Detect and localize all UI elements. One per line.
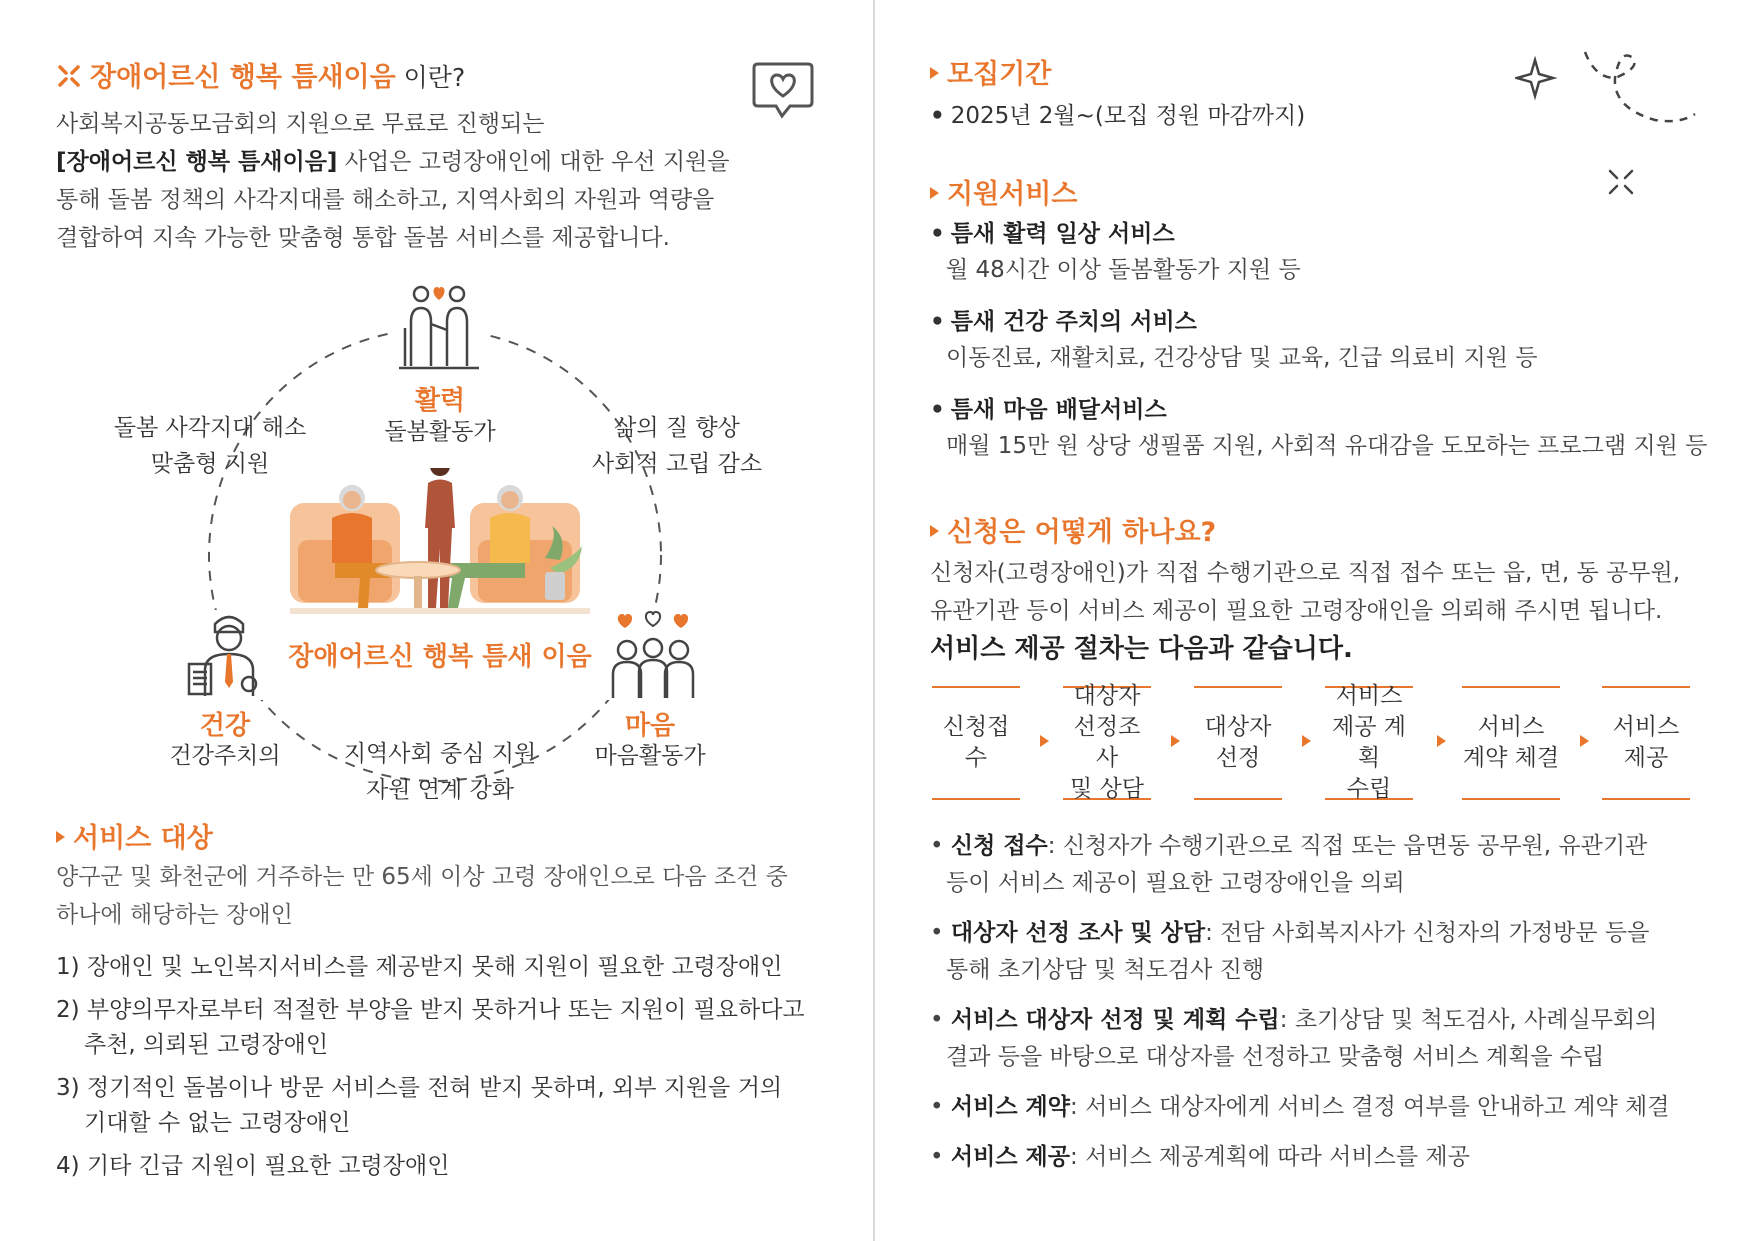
intro-line-1: 사회복지공동모금회의 지원으로 무료로 진행되는 (56, 111, 545, 137)
target-desc-line-2: 하나에 해당하는 장애인 (56, 902, 293, 928)
step-arrow-icon (1040, 735, 1049, 747)
apply-heading-text: 신청은 어떻게 하나요? (947, 517, 1217, 548)
procedure-steps (932, 683, 1692, 802)
diagram-bottom-left-label: 건강주치의 (169, 743, 281, 769)
service-title-2: 틈새 건강 주치의 서비스 (950, 309, 1197, 335)
step-4-line-2: 제공 계획 (1332, 714, 1406, 771)
service-desc-2: 이동진료, 재활치료, 건강상담 및 교육, 긴급 의료비 지원 등 (946, 345, 1538, 371)
detail-title-2: 대상자 선정 조사 및 상담 (950, 920, 1206, 946)
detail-desc-2b: 통해 초기상담 및 척도검사 진행 (946, 957, 1265, 983)
services-heading (930, 172, 1077, 211)
detail-sep-1: : (1047, 833, 1063, 859)
step-box (1194, 686, 1282, 800)
apply-heading (930, 510, 1216, 549)
detail-desc-5: 서비스 제공계획에 따라 서비스를 제공 (1085, 1144, 1470, 1170)
sparkle-mark-icon (56, 63, 82, 89)
step-box (1063, 683, 1151, 802)
detail-title-4: 서비스 계약 (950, 1094, 1070, 1120)
condition-3-line-1: 3) 정기적인 돌봄이나 방문 서비스를 전혀 받지 못하며, 외부 지원을 거의 (56, 1075, 783, 1101)
intro-line-2-rest: 사업은 고령장애인에 대한 우선 지원을 (337, 149, 730, 175)
target-heading-text: 서비스 대상 (73, 823, 213, 854)
procedure-detail-item: • 서비스 대상자 선정 및 계획 수립: 초기상담 및 척도검사, 사례실무회의 결과 등을 바탕으로 대상자를 선정하고 맞춤형 서비스 계획을 수립 (930, 1007, 1658, 1070)
upper-right-line-2: 사회적 고립 감소 (591, 451, 763, 477)
upper-right-line-1: 삶의 질 향상 (614, 415, 740, 441)
step-6-line-1: 서비스 (1612, 714, 1680, 740)
condition-2-line-2: 추천, 의뢰된 고령장애인 (84, 1032, 329, 1058)
upper-left-line-2: 맞춤형 지원 (150, 451, 270, 477)
triangle-bullet-icon (930, 67, 939, 79)
step-box (1602, 686, 1690, 800)
detail-title-5: 서비스 제공 (950, 1144, 1070, 1170)
step-box (1325, 683, 1413, 802)
step-2-line-2: 선정조사 (1073, 714, 1141, 771)
bottom-center-line-2: 자원 연계 강화 (366, 777, 514, 803)
diagram-center-label: 장애어르신 행복 틈새 이음 (288, 642, 592, 672)
intro-paragraph (56, 105, 756, 257)
triangle-bullet-icon (56, 831, 65, 843)
detail-sep-3: : (1279, 1007, 1295, 1033)
step-5-line-2: 계약 체결 (1462, 745, 1560, 771)
triangle-bullet-icon (930, 187, 939, 199)
recruit-period-text: 2025년 2월~(모집 정원 마감까지) (950, 103, 1306, 129)
step-box (1462, 686, 1560, 800)
condition-1: 1) 장애인 및 노인복지서비스를 제공받지 못해 지원이 필요한 고령장애인 (56, 954, 783, 980)
procedure-detail-item: • 서비스 제공: 서비스 제공계획에 따라 서비스를 제공 (930, 1144, 1470, 1170)
procedure-detail-item: • 신청 접수: 신청자가 수행기관으로 직접 또는 읍면동 공무원, 유관기관 등이 서비스 제공이 필요한 고령장애인을 의뢰 (930, 833, 1648, 896)
intro-line-2 (56, 143, 756, 181)
target-desc-line-1: 양구군 및 화천군에 거주하는 만 65세 이상 고령 장애인으로 다음 조건 중 (56, 864, 788, 890)
sparkle-dashed-path-icon (1515, 48, 1705, 138)
condition-item (56, 950, 826, 985)
apply-desc-line-2: 유관기관 등이 서비스 제공이 필요한 고령장애인을 의뢰해 주시면 됩니다. (930, 598, 1663, 624)
service-desc-1: 월 48시간 이상 돌봄활동가 지원 등 (946, 257, 1301, 283)
service-title-1: 틈새 활력 일상 서비스 (950, 221, 1175, 247)
step-arrow-icon (1171, 735, 1180, 747)
service-item: • 틈새 마음 배달서비스 매월 15만 원 상당 생필품 지원, 사회적 유대감을 도모하는 프로그램 지원 등 (930, 392, 1690, 464)
diagram-bottom-center (320, 736, 560, 808)
diagram-upper-left (100, 410, 320, 482)
step-box (932, 686, 1020, 800)
target-description (56, 858, 816, 934)
diagram-bottom-right-label: 마음활동가 (594, 743, 706, 769)
sparkle-small-icon (1607, 168, 1635, 196)
step-arrow-icon (1437, 735, 1446, 747)
condition-3-line-2: 기대할 수 없는 고령장애인 (84, 1110, 351, 1136)
diagram-upper-right (567, 410, 787, 482)
step-3-line-2: 선정 (1215, 745, 1261, 771)
detail-desc-3b: 결과 등을 바탕으로 대상자를 선정하고 맞춤형 서비스 계획을 수립 (946, 1044, 1605, 1070)
diagram-top-accent: 활력 (414, 386, 466, 416)
service-item: • 틈새 건강 주치의 서비스 이동진료, 재활치료, 건강상담 및 교육, 긴급 의료비 지원 등 (930, 304, 1690, 376)
step-1-line-1: 신청접수 (942, 714, 1010, 771)
intro-project-name: [장애어르신 행복 틈새이음] (56, 149, 338, 175)
title-suffix: 이란? (395, 63, 466, 92)
heart-chat-icon (750, 58, 816, 124)
recruit-heading-text: 모집기간 (947, 59, 1052, 90)
detail-title-1: 신청 접수 (950, 833, 1048, 859)
detail-desc-4: 서비스 대상자에게 서비스 결정 여부를 안내하고 계약 체결 (1085, 1094, 1670, 1120)
intro-title (56, 55, 465, 94)
procedure-detail-item: • 서비스 계약: 서비스 대상자에게 서비스 결정 여부를 안내하고 계약 체결 (930, 1094, 1670, 1120)
condition-item (56, 1149, 826, 1184)
step-5-line-1: 서비스 (1477, 714, 1545, 740)
intro-line-4: 결합하여 지속 가능한 맞춤형 통합 돌봄 서비스를 제공합니다. (56, 225, 670, 251)
condition-item (56, 1071, 826, 1141)
doctor-icon (185, 610, 273, 700)
upper-left-line-1: 돌봄 사각지대 해소 (113, 415, 307, 441)
step-4-line-1: 서비스 (1335, 683, 1403, 709)
service-item: • 틈새 활력 일상 서비스 월 48시간 이상 돌봄활동가 지원 등 (930, 216, 1690, 288)
intro-line-3: 통해 돌봄 정책의 사각지대를 해소하고, 지역사회의 자원과 역량을 (56, 187, 715, 213)
bottom-center-line-1: 지역사회 중심 지원 (343, 741, 537, 767)
condition-4: 4) 기타 긴급 지원이 필요한 고령장애인 (56, 1153, 450, 1179)
procedure-intro: 서비스 제공 절차는 다음과 같습니다. (930, 634, 1353, 664)
diagram-bottom-right-accent: 마음 (624, 711, 676, 741)
title-highlight: 장애어르신 행복 틈새이음 (90, 62, 396, 93)
target-heading (56, 816, 213, 855)
step-2-line-1: 대상자 (1073, 683, 1141, 709)
detail-title-3: 서비스 대상자 선정 및 계획 수립 (950, 1007, 1280, 1033)
condition-2-line-1: 2) 부양의무자로부터 적절한 부양을 받지 못하거나 또는 지원이 필요하다고 (56, 997, 805, 1023)
detail-desc-1: 신청자가 수행기관으로 직접 또는 읍면동 공무원, 유관기관 (1062, 833, 1648, 859)
procedure-detail-list (930, 828, 1710, 1189)
group-hearts-icon (605, 610, 701, 700)
step-arrow-icon (1302, 735, 1311, 747)
procedure-detail-item: • 대상자 선정 조사 및 상담: 전담 사회복지사가 신청자의 가정방문 등을 통해 초기상담 및 척도검사 진행 (930, 920, 1650, 983)
detail-desc-2: 전담 사회복지사가 신청자의 가정방문 등을 (1220, 920, 1650, 946)
recruit-heading (930, 52, 1051, 91)
detail-sep-2: : (1205, 920, 1221, 946)
living-room-illustration (290, 468, 590, 618)
service-title-3: 틈새 마음 배달서비스 (950, 397, 1167, 423)
step-4-line-3: 수립 (1346, 776, 1392, 802)
detail-desc-1b: 등이 서비스 제공이 필요한 고령장애인을 의뢰 (946, 870, 1405, 896)
page-divider (873, 0, 875, 1241)
apply-desc-line-1: 신청자(고령장애인)가 직접 수행기관으로 직접 접수 또는 읍, 면, 동 공무원, (930, 560, 1681, 586)
services-heading-text: 지원서비스 (947, 179, 1078, 210)
apply-description (930, 554, 1710, 630)
condition-list (56, 950, 826, 1192)
diagram-bottom-left-accent: 건강 (199, 711, 251, 741)
diagram-top-label: 돌봄활동가 (384, 419, 496, 445)
condition-item (56, 993, 826, 1063)
detail-sep-5: : (1070, 1144, 1086, 1170)
step-arrow-icon (1580, 735, 1589, 747)
step-2-line-3: 및 상담 (1070, 776, 1144, 802)
caregiver-elder-icon (393, 280, 485, 372)
detail-sep-4: : (1070, 1094, 1086, 1120)
service-desc-3: 매월 15만 원 상당 생필품 지원, 사회적 유대감을 도모하는 프로그램 지원 등 (946, 433, 1708, 459)
detail-desc-3: 초기상담 및 척도검사, 사례실무회의 (1294, 1007, 1658, 1033)
recruit-period: • 2025년 2월~(모집 정원 마감까지) (930, 103, 1306, 129)
triangle-bullet-icon (930, 525, 939, 537)
step-3-line-1: 대상자 (1204, 714, 1272, 740)
step-6-line-2: 제공 (1623, 745, 1669, 771)
